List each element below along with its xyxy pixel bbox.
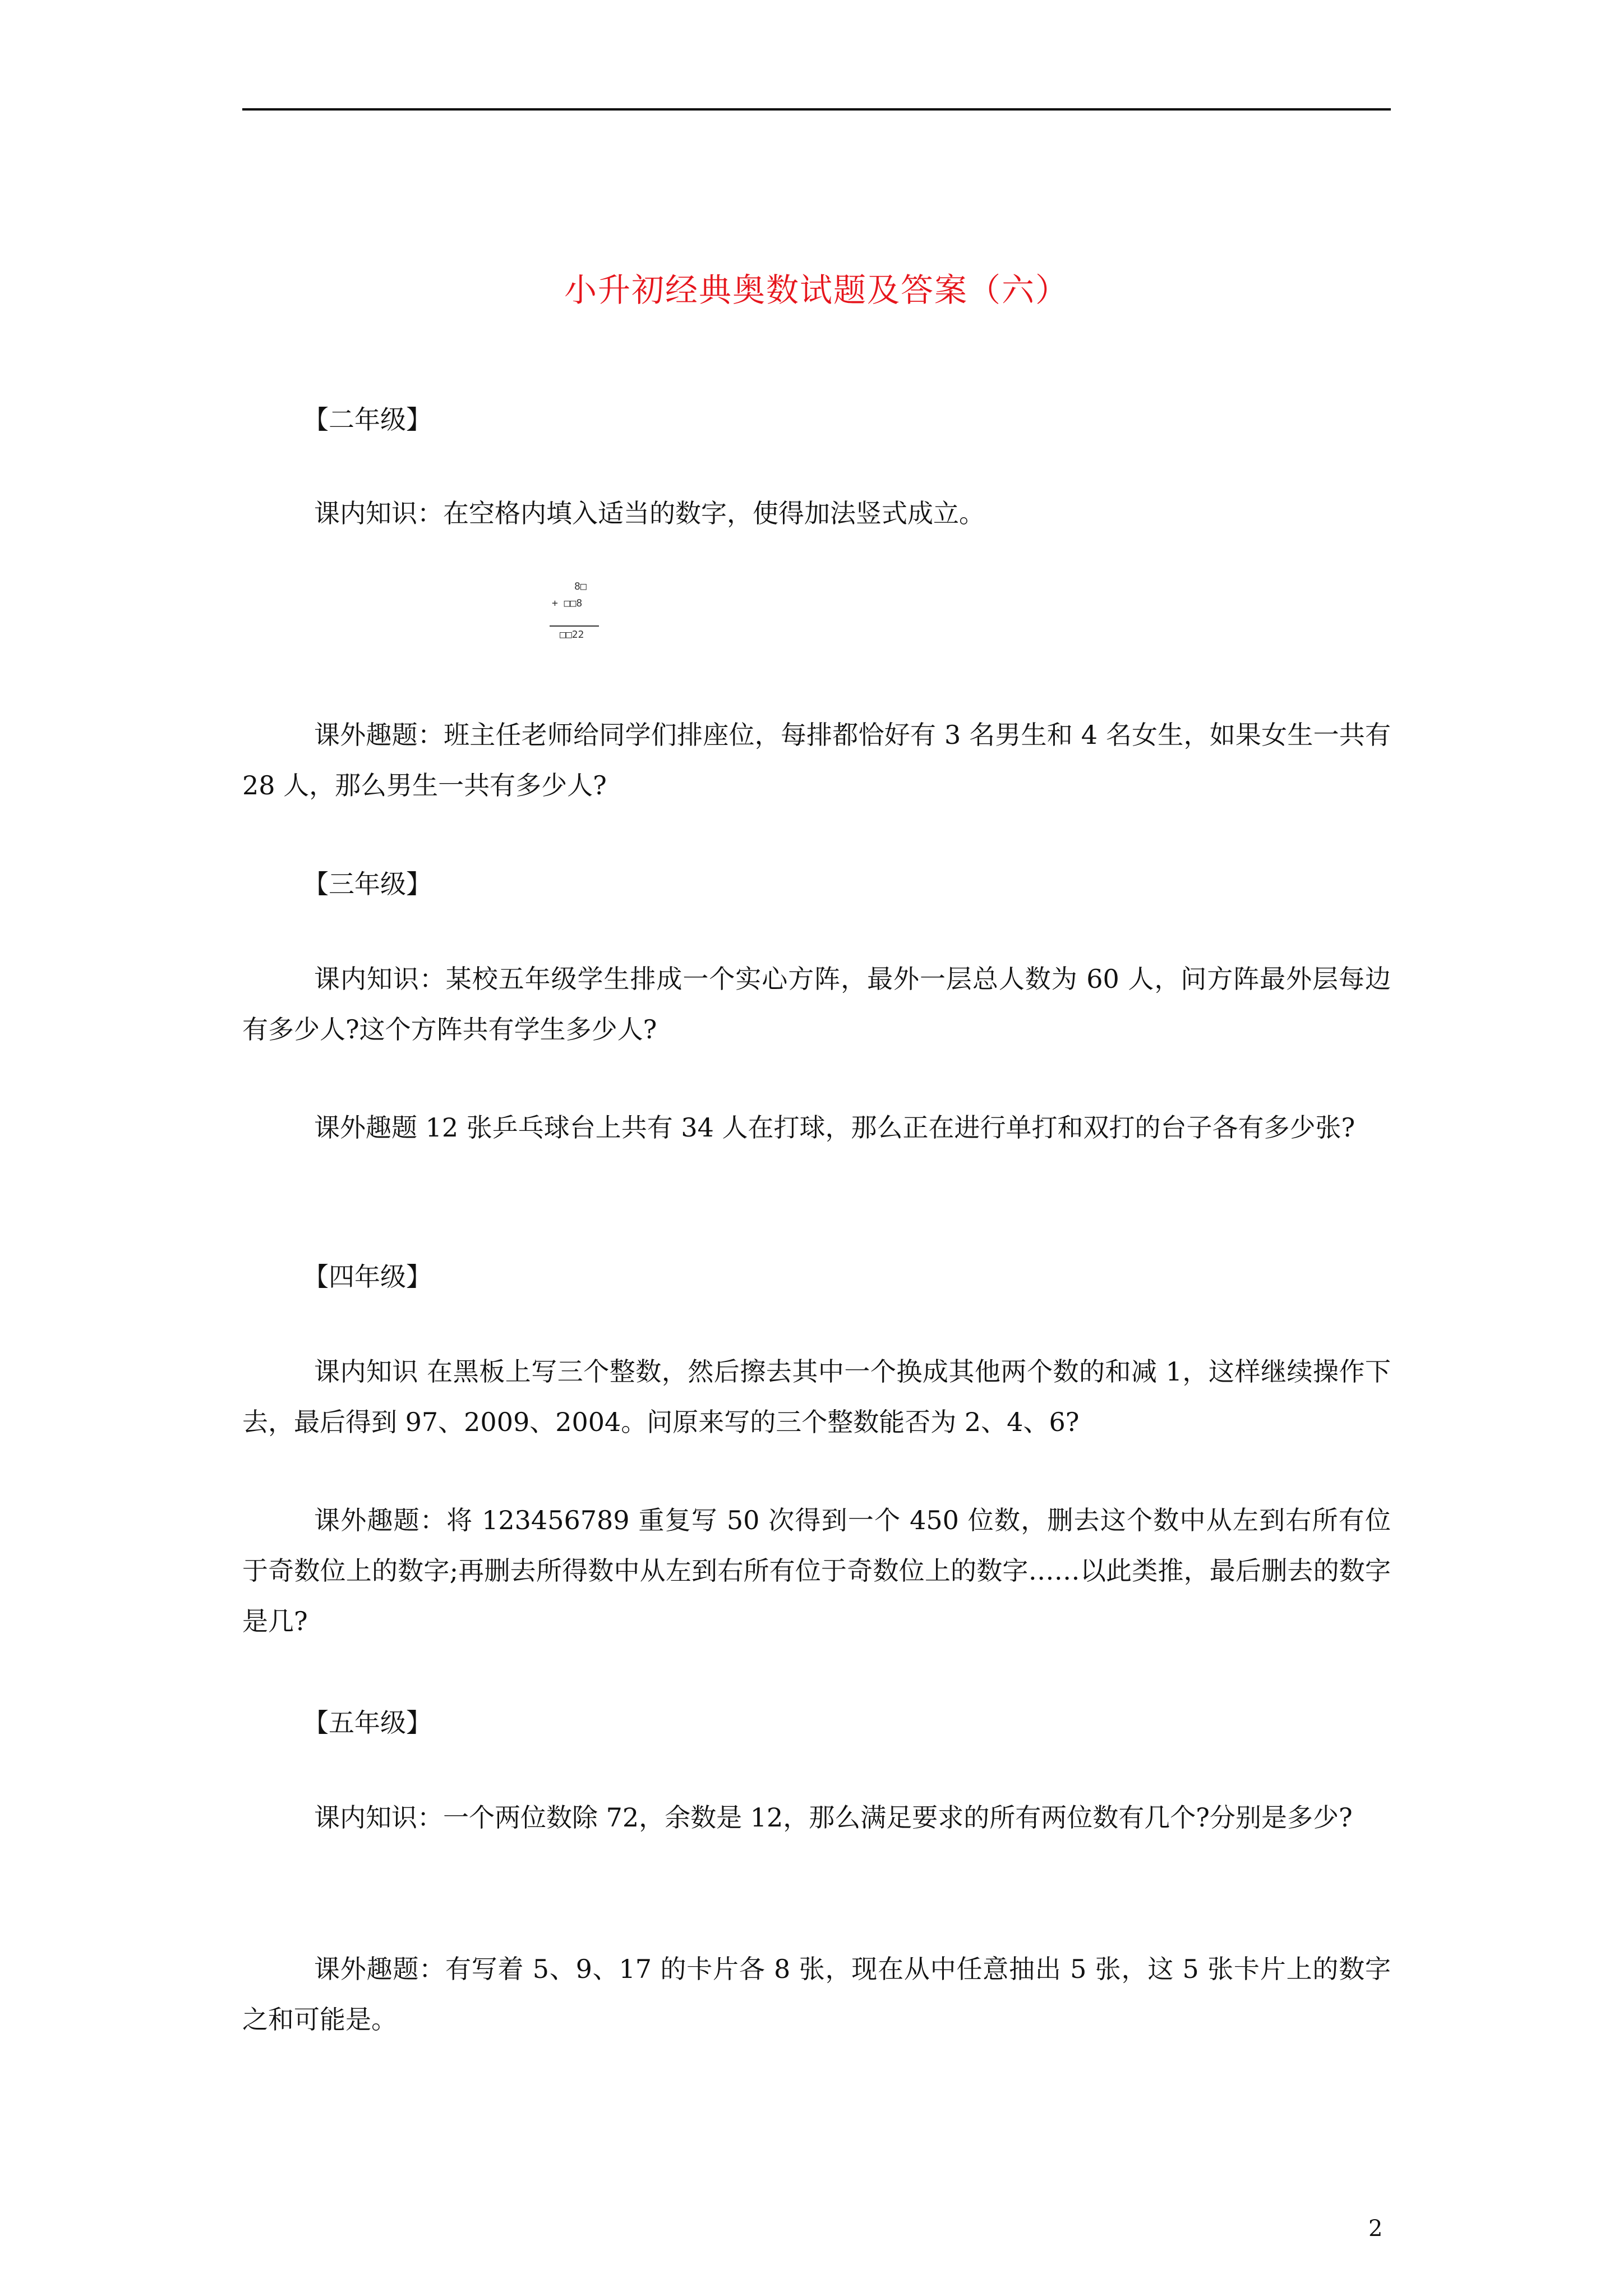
grade3-question2: 课外趣题 12 张乒乓球台上共有 34 人在打球，那么正在进行单打和双打的台子各有多少张? [314, 1112, 1355, 1143]
grade2-question1: 课内知识：在空格内填入适当的数字，使得加法竖式成立。 [314, 498, 985, 528]
grade3-heading: 【三年级】 [303, 869, 432, 899]
figure-row1: 8□ [574, 581, 587, 592]
grade3-question1: 课内知识：某校五年级学生排成一个实心方阵，最外一层总人数为 60 人，问方阵最外层每边有多少人?这个方阵共有学生多少人? [242, 964, 1391, 1045]
grade4-question1: 课内知识 在黑板上写三个整数，然后擦去其中一个换成其他两个数的和减 1，这样继续操作下去，最后得到 97、2009、2004。问原来写的三个整数能否为 2、4、6? [242, 1356, 1391, 1437]
figure-row3: □□22 [560, 629, 584, 641]
addition-figure [547, 581, 609, 648]
grade4-question2: 课外趣题：将 123456789 重复写 50 次得到一个 450 位数，删去这个数中从左到右所有位于奇数位上的数字;再删去所得数中从左到右所有位于奇数位上的数字……以此类推，最后删去的数字是几? [242, 1505, 1391, 1636]
header-rule [242, 108, 1391, 111]
grade5-question2: 课外趣题：有写着 5、9、17 的卡片各 8 张，现在从中任意抽出 5 张，这 5 张卡片上的数字之和可能是。 [242, 1954, 1391, 2035]
grade5-question1: 课内知识：一个两位数除 72，余数是 12，那么满足要求的所有两位数有几个?分别是多少? [314, 1802, 1353, 1833]
grade2-heading: 【二年级】 [303, 404, 432, 435]
page-number: 2 [1368, 2216, 1383, 2242]
figure-sum-line [550, 625, 599, 627]
grade2-question2: 课外趣题：班主任老师给同学们排座位，每排都恰好有 3 名男生和 4 名女生，如果女生一共有 28 人，那么男生一共有多少人? [242, 720, 1391, 800]
figure-row2: + □□8 [552, 597, 583, 609]
grade4-heading: 【四年级】 [303, 1262, 432, 1292]
grade5-heading: 【五年级】 [303, 1708, 432, 1738]
document-title: 小升初经典奥数试题及答案（六） [564, 271, 1069, 309]
